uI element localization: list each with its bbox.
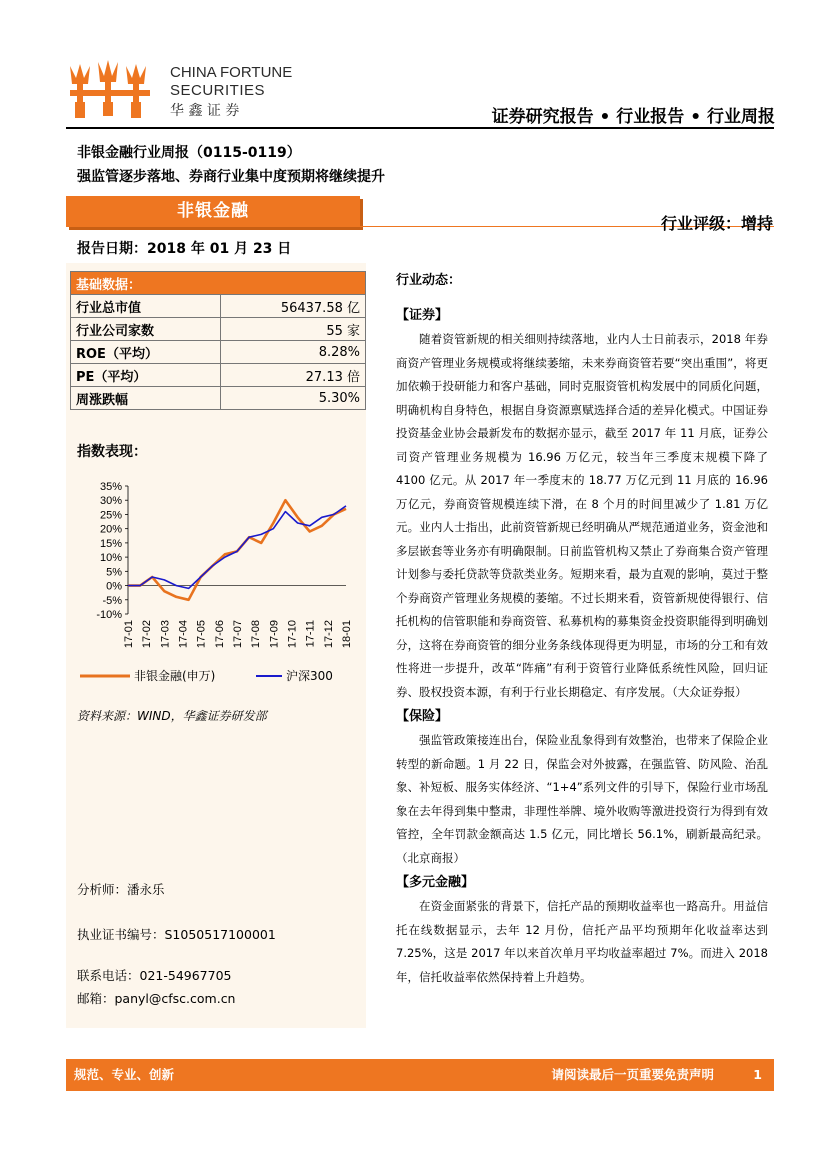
- row-label: 周涨跌幅: [71, 387, 221, 410]
- table-row: [71, 295, 366, 318]
- legend-label: 沪深300: [286, 669, 333, 683]
- row-value: 55 家: [220, 318, 365, 341]
- report-category: 证券研究报告 • 行业报告 • 行业周报: [491, 107, 775, 127]
- logo-line1: CHINA FORTUNE: [170, 64, 293, 81]
- x-tick-label: 18-01: [341, 620, 353, 649]
- legend-label: 非银金融(申万): [134, 669, 216, 683]
- row-label: PE（平均）: [71, 364, 221, 387]
- y-tick-label: 20%: [99, 523, 122, 536]
- section-heading-securities: 【证券】: [396, 308, 449, 323]
- x-tick-label: 17-07: [232, 620, 244, 649]
- section-heading-insurance: 【保险】: [396, 709, 449, 724]
- x-tick-label: 17-05: [195, 620, 208, 649]
- footer-disclaimer: 请阅读最后一页重要免责声明: [551, 1067, 714, 1082]
- section-heading-diversified: 【多元金融】: [396, 875, 475, 890]
- table-row: [71, 318, 366, 341]
- x-tick-label: 17-04: [177, 620, 190, 649]
- x-tick-label: 17-06: [213, 620, 226, 649]
- row-value: 8.28%: [220, 341, 365, 364]
- series-line: [128, 500, 346, 600]
- logo-mark-icon: [66, 58, 162, 120]
- x-tick-label: 17-11: [304, 620, 317, 648]
- industry-rating: 行业评级：增持: [660, 214, 773, 233]
- header-rule: [66, 127, 774, 129]
- report-date: 报告日期：2018 年 01 月 23 日: [77, 241, 292, 257]
- y-tick-label: 10%: [99, 552, 122, 565]
- paragraph: 在资金面紧张的背景下，信托产品的预期收益率也一路高升。用益信托在线数据显示，去年 12 月份，信托产品平均预期年化收益率达到 7.25%，这是 2017 年以来首次单月平均收益率超过 7%。而进入 2018 年，信托收益率依然保持着上升趋势。: [396, 899, 768, 984]
- y-tick-label: 35%: [99, 481, 122, 493]
- dynamics-column: [396, 268, 768, 989]
- y-tick-label: 5%: [106, 566, 122, 579]
- row-value: 5.30%: [220, 387, 365, 410]
- table-row: [71, 387, 366, 410]
- x-tick-label: 17-08: [250, 620, 263, 649]
- x-tick-label: 17-02: [141, 620, 154, 649]
- report-subtitle: 强监管逐步落地、券商行业集中度预期将继续提升: [77, 169, 385, 185]
- footer-slogan: 规范、专业、创新: [74, 1067, 175, 1082]
- section-body-insurance: [396, 729, 768, 870]
- sector-label: 非银金融: [177, 201, 249, 221]
- basic-data-table: [70, 271, 366, 410]
- basic-data-header: [71, 272, 366, 295]
- logo-line2: SECURITIES: [170, 82, 266, 99]
- y-tick-label: 30%: [99, 495, 122, 508]
- series-line: [128, 506, 346, 589]
- paragraph: 强监管政策接连出台，保险业乱象得到有效整治，也带来了保险企业转型的新命题。1 月 22 日，保监会对外披露，在强监管、防风险、治乱象、补短板、服务实体经济、“1+4”系列文件的引导下，保险行业市场乱象在去年得到集中整肃，非理性举牌、境外收购等激进投资行为得到有效管控，全年罚款金额高达 1.5 亿元，同比增长 56.1%，刷新最高纪录。（北京商报）: [396, 733, 768, 865]
- row-value: 27.13 倍: [220, 364, 365, 387]
- row-label: 行业总市值: [71, 295, 221, 318]
- y-tick-label: 25%: [99, 509, 122, 522]
- analyst-email: 邮箱：panyl@cfsc.com.cn: [77, 991, 236, 1006]
- basic-data-title: 基础数据：: [76, 277, 142, 293]
- source-note: 资料来源：WIND，华鑫证券研发部: [77, 709, 267, 723]
- y-tick-label: -5%: [102, 594, 122, 607]
- logo-line3: 华 鑫 证 券: [170, 103, 240, 119]
- row-label: ROE（平均）: [71, 341, 221, 364]
- x-tick-label: 17-09: [268, 620, 281, 649]
- page-number: 1: [753, 1067, 762, 1082]
- x-tick-label: 17-10: [286, 620, 299, 649]
- row-label: 行业公司家数: [71, 318, 221, 341]
- section-body-securities: [396, 328, 768, 704]
- y-tick-label: -10%: [96, 609, 122, 621]
- report-title: 非银金融行业周报（0115-0119）: [77, 145, 301, 161]
- table-row: [71, 341, 366, 364]
- x-tick-label: 17-03: [159, 620, 172, 649]
- index-chart: [76, 478, 366, 690]
- x-tick-label: 17-01: [123, 620, 135, 649]
- paragraph: 随着资管新规的相关细则持续落地，业内人士日前表示，2018 年券商资产管理业务规模或将继续萎缩，未来券商资管若要“突出重围”，将更加依赖于投研能力和客户基础，同时克服资管机构发展中的同质化问题，明确机构自身特色，根据自身资源禀赋选择合适的差异化模式。中国证券投资基金业协会最新发布的数据亦显示，截至 2017 年 11 月底，证券公司资产管理业务规模为 16.96 万亿元，较当年三季度末规模下降了 4100 亿元。从 2017 年一季度末的 18.77 万亿元到 11 月底的 16.96 万亿元，券商资管规模连续下滑，在 8 个月的时间里减少了 1.81 万亿元。业内人士指出，此前资管新规已经明确从严规范通道业务，资金池和多层嵌套等业务亦有明确限制。日前监管机构又禁止了券商集合资产管理计划参与委托贷款等贷款类业务。短期来看，最为直观的影响，莫过于整个券商资产管理业务规模的萎缩。不过长期来看，资管新规使得银行、信托机构的信管职能和券商资管、私募机构的募集资金投资职能得到明确划分，这将在券商资管的细分业务条线体现得更为明显，市场的分工和有效性将进一步提升，改革“阵痛”有利于资管行业降低系统性风险，回归证券、股权投资本源，有利于行业长期稳定、有序发展。（大众证券报）: [396, 332, 768, 699]
- y-tick-label: 15%: [99, 537, 122, 550]
- table-row: [71, 364, 366, 387]
- company-logo: [66, 58, 306, 120]
- row-value: 56437.58 亿: [220, 295, 365, 318]
- analyst-phone: 联系电话：021-54967705: [77, 968, 232, 983]
- dynamics-title: 行业动态：: [396, 273, 462, 288]
- analyst-cert: 执业证书编号：S1050517100001: [77, 927, 276, 942]
- sector-banner: [66, 196, 360, 227]
- analyst-name: 分析师：潘永乐: [77, 882, 165, 897]
- footer-bar: [66, 1059, 774, 1091]
- x-tick-label: 17-12: [322, 620, 335, 649]
- index-title: 指数表现：: [77, 444, 147, 460]
- y-tick-label: 0%: [106, 580, 122, 593]
- section-body-diversified: [396, 895, 768, 989]
